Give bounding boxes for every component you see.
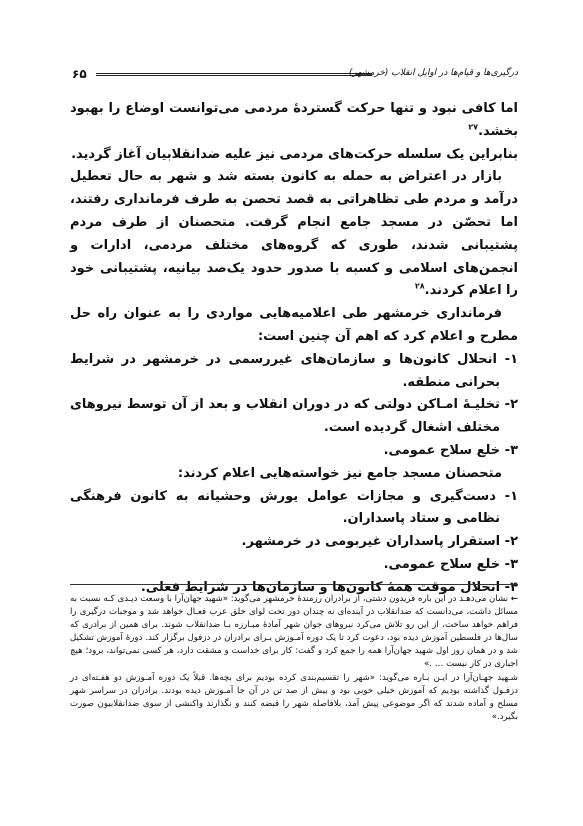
- main-text: [70, 98, 518, 600]
- footnote-text: نشان می‌دهـد در این باره فریدون دشتی، از برادران رزمندهٔ خرمشهر می‌گوید: «شهید جهان‌آرا با وسعت دیـدی کـه نسبت به مسائل داشت، می‌دانست که ضدانقلاب در آینده‌ای نه چندان دور تحت لوای خلق عرب فعـال خواهد شد و موجبات درگیری را فراهم خواهد ساخت، از این رو تلاش می‌کرد نیروهای جوان شهر آمادهٔ مبـارزه بـا ضدانقلاب شوند. برای همین از برادری که سال‌ها در فلسطین آموزش دیده بود، دعوت کرد تا یک دوره آمـوزش بـرای برادران در دزفول برگزار کند. دورهٔ آموزش تشکیل شد و در همان روز اول شهید جهان‌آرا همه را جمع کرد و گفت: کار برای خداست و مشقت دارد، هر کسی نمی‌تواند، برود؛ هیچ اجباری در کار نیست … .»: [70, 594, 518, 670]
- footnote-reference: ۲۷: [468, 122, 479, 132]
- paragraph-text: ۴- انحلال موقت همهٔ کانون‌ها و سازمان‌ها در شرایط فعلی.: [140, 579, 518, 595]
- paragraph: [70, 166, 518, 303]
- paragraph-text: اما کافی نبود و تنها حرکت گستردهٔ مردمی می‌توانست اوضاع را بهبود بخشد.: [70, 101, 518, 139]
- page-number: ۶۵: [72, 67, 87, 81]
- footnote-text: شـهید جهـان‌آرا در ایـن بـاره می‌گوید: «شهر را تقسیم‌بندی کرده بودیم برای بچه‌ها. قبلاً یک دوره آمـوزش دو هفـته‌ای در دزفـول گذاشته بودیم که آموزش خیلی خوبی بود و بیش از صد تن در آن جا آمـوزش دیده بودند. برادران در سراسر شهر مسلح و آماده شدند که اگر موضوعی پیش آمد، بلافاصله شهر را قبضه کنند و نگذارند واکنشی از سوی ضدانقلابیون صورت بگیرد.»: [70, 672, 518, 722]
- paragraph-text: ۱- انحلال کانون‌ها و سازمان‌های غیررسمی در خرمشهر در شرایط بحرانی منطقه.: [70, 351, 518, 390]
- paragraph: [70, 98, 518, 144]
- header-rule: [96, 73, 372, 76]
- running-title: درگیری‌ها و قیام‌ها در اوایل انقلاب (خرمشهر): [348, 68, 518, 78]
- footnote-paragraph: [70, 593, 518, 672]
- paragraph-text: بازار در اعتراض به حمله به کانون بسته شد و شهر به حال تعطیل درآمد و مردم طی تظاهراتی به قصد تحصن به طرف فرمانداری رفتند، اما تحصّن در مسجد جامع انجام گرفت. متحصنان از طرف مردم پشتیبانی شدند، طوری که گروه‌های مختلف مردمی، ادارات و انجمن‌های اسلامی و کسبه با صدور حدود یک‌صد بیانیه، پشتیبانی خود را اعلام کردند.: [70, 169, 518, 299]
- list-item: [70, 349, 518, 395]
- paragraph-text: ۲- استقرار پاسداران غیربومی در خرمشهر.: [241, 534, 518, 550]
- paragraph: [70, 144, 518, 167]
- continuation-arrow-icon: ←: [510, 594, 518, 604]
- paragraph-text: ۳- خلع سلاح عمومی.: [383, 556, 518, 572]
- paragraph-text: ۳- خلع سلاح عمومی.: [383, 442, 518, 458]
- footnote-reference: ۲۸: [414, 282, 425, 292]
- list-item: [70, 440, 518, 463]
- footnote-separator: [70, 584, 518, 585]
- list-item: [70, 394, 518, 440]
- paragraph-text: ۱- دست‌گیری و مجازات عوامل یورش وحشیانه به کانون فرهنگی نظامی و ستاد پاسداران.: [70, 488, 518, 527]
- footnote-paragraph: [70, 672, 518, 724]
- paragraph-text: فرمانداری خرمشهر طی اعلامیه‌هایی مواردی را به عنوان راه حل مطرح و اعلام کرد که اهم آن چنین است:: [70, 306, 518, 344]
- paragraph: [70, 463, 518, 486]
- list-item: [70, 531, 518, 554]
- footnotes: [70, 593, 518, 724]
- page-header: [72, 66, 518, 84]
- list-item: [70, 486, 518, 532]
- paragraph: [70, 303, 518, 349]
- paragraph-text: متحصنان مسجد جامع نیز خواسته‌هایی اعلام کردند:: [177, 465, 502, 481]
- paragraph-text: بنابراین یک سلسله حرکت‌های مردمی نیز علیه ضدانقلابیان آغاز گردید.: [71, 146, 518, 162]
- list-item: [70, 554, 518, 577]
- paragraph-text: ۲- تخلیـهٔ امـاکن دولتی که در دوران انقلاب و بعد از آن توسط نیروهای مختلف اشغال گردیده است.: [70, 397, 518, 436]
